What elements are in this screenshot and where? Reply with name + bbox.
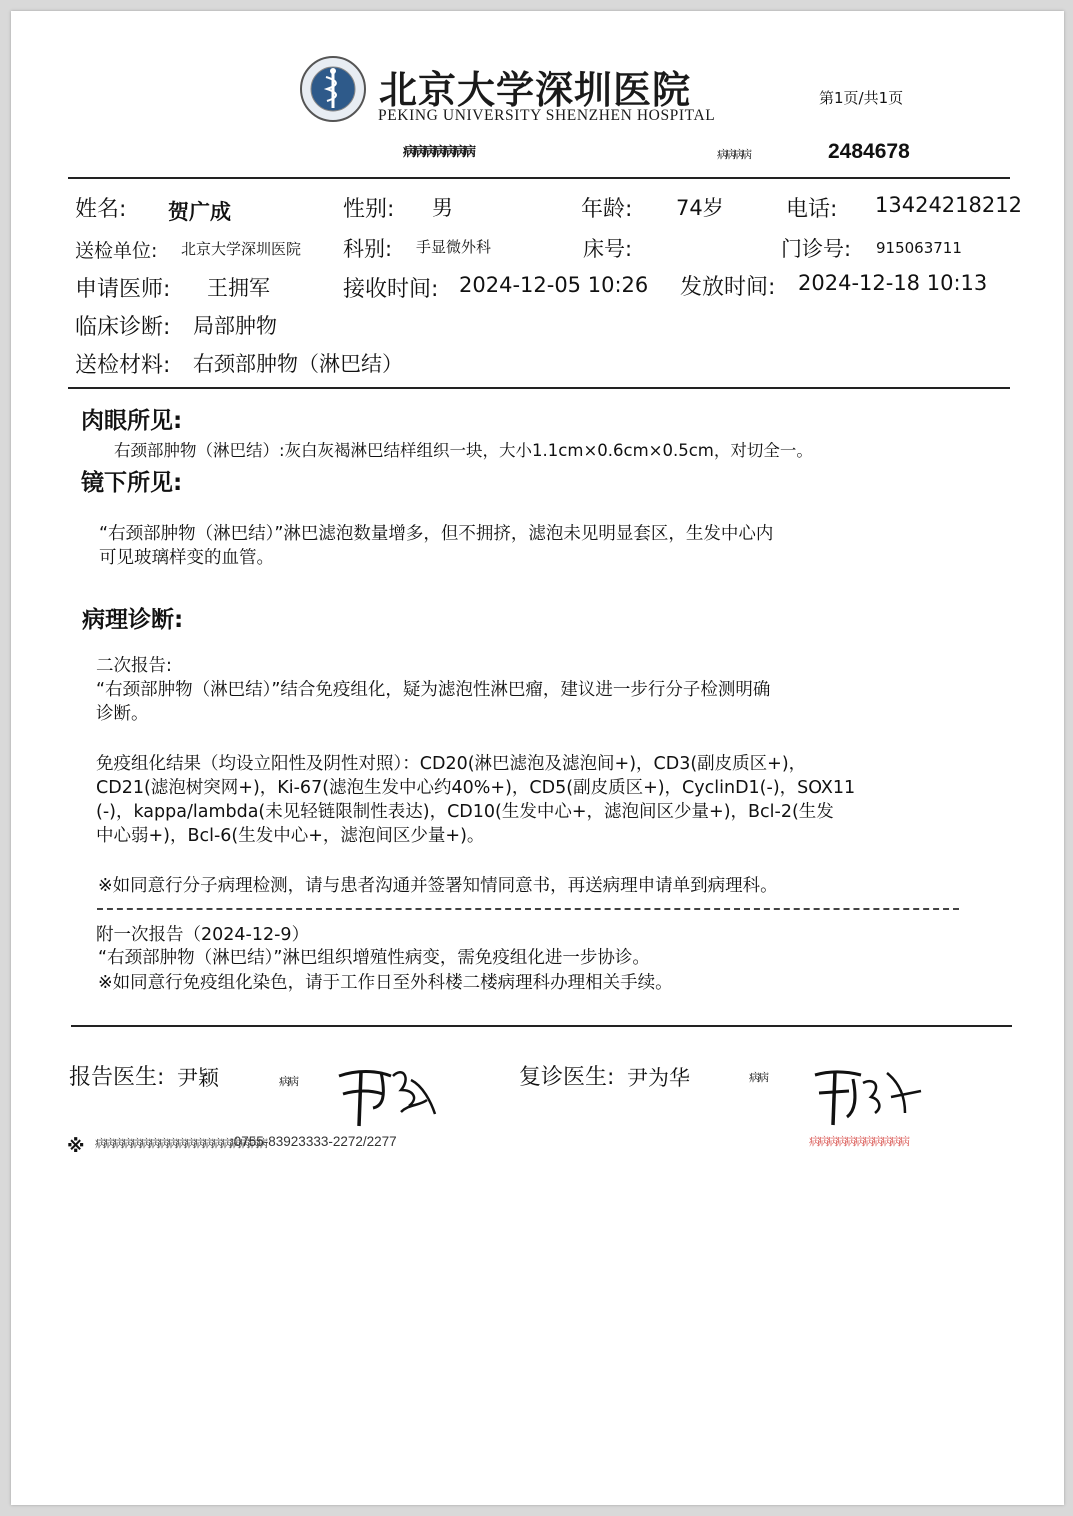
report-title: 病病病病病病病 — [403, 145, 474, 160]
age-label: 年龄: — [581, 197, 633, 222]
molecular-note: ※如同意行分子病理检测，请与患者沟通并签署知情同意书，再送病理申请单到病理科。 — [98, 876, 778, 896]
contact-phone: :0755-83923333-2272/2277 — [230, 1134, 397, 1149]
ihc-line-3: (-)，kappa/lambda(未见轻链限制性表达)，CD10(生发中心+，滤泡间区少量+)，Bcl-2(生发 — [96, 802, 834, 822]
doctor-label: 申请医师: — [75, 277, 171, 302]
issue-time: 2024-12-18 10:13 — [798, 271, 988, 295]
report-doctor-signature — [331, 1056, 441, 1131]
ihc-note: ※如同意行免疫组化染色，请于工作日至外科楼二楼病理科办理相关手续。 — [98, 973, 673, 993]
patient-name: 贺广成 — [168, 200, 231, 224]
report-page — [11, 11, 1064, 1505]
hospital-seal-logo — [299, 55, 367, 123]
clinical-dx-label: 临床诊断: — [75, 315, 171, 340]
ihc-line-1: 免疫组化结果（均设立阳性及阴性对照）：CD20(淋巴滤泡及滤泡间+)，CD3(副皮质区+)， — [96, 754, 807, 774]
report-sig-label: 病病 — [279, 1075, 297, 1088]
micro-heading: 镜下所见: — [81, 470, 183, 496]
patient-age: 74岁 — [676, 196, 724, 220]
review-doctor: 尹为华 — [627, 1066, 690, 1090]
header-divider — [68, 177, 1010, 179]
requesting-doctor: 王拥军 — [207, 276, 270, 300]
page-info: 第1页/共1页 — [819, 89, 904, 107]
bed-label: 床号: — [583, 237, 633, 261]
contact-prefix: 病病病病病病病病病病病病病病病病病病病 — [95, 1137, 266, 1150]
gross-heading: 肉眼所见: — [81, 408, 183, 434]
report-doctor: 尹颖 — [177, 1066, 219, 1090]
clinical-dx: 局部肿物 — [193, 314, 277, 338]
outpatient-label: 门诊号: — [781, 237, 852, 261]
dept-label: 科别: — [343, 237, 393, 261]
dept-value: 手显微外科 — [416, 238, 492, 256]
hospital-name-en: PEKING UNIVERSITY SHENZHEN HOSPITAL — [378, 107, 716, 124]
diagnosis-heading: 病理诊断: — [82, 607, 184, 633]
review-doctor-label: 复诊医生: — [519, 1065, 615, 1090]
second-report-line-1: “右颈部肿物（淋巴结）”结合免疫组化，疑为滤泡性淋巴瘤，建议进一步行分子检测明确 — [96, 680, 771, 700]
review-doctor-signature — [809, 1053, 929, 1133]
second-report-label: 二次报告: — [96, 656, 172, 676]
gender-label: 性别: — [343, 197, 395, 222]
info-divider — [68, 387, 1010, 389]
footer-divider — [71, 1025, 1012, 1027]
second-report-line-2: 诊断。 — [96, 704, 149, 724]
pathology-no-label: 病病病病 — [717, 148, 749, 161]
issue-time-label: 发放时间: — [680, 275, 776, 300]
first-report-title: 附一次报告（2024-12-9） — [96, 925, 310, 945]
patient-phone: 13424218212 — [875, 193, 1022, 217]
dashed-divider — [97, 908, 959, 910]
outpatient-no: 915063711 — [876, 239, 962, 257]
micro-line-1: “右颈部肿物（淋巴结）”淋巴滤泡数量增多，但不拥挤，滤泡未见明显套区，生发中心内 — [99, 524, 774, 544]
gross-text: 右颈部肿物（淋巴结）:灰白灰褐淋巴结样组织一块，大小1.1cm×0.6cm×0.5cm，对切全一。 — [114, 441, 813, 460]
sender-unit: 北京大学深圳医院 — [181, 240, 302, 258]
hospital-name-cn: 北京大学深圳医院 — [379, 67, 692, 112]
first-report-text: “右颈部肿物（淋巴结）”淋巴组织增殖性病变，需免疫组化进一步协诊。 — [98, 948, 650, 968]
material: 右颈部肿物（淋巴结） — [193, 352, 403, 376]
pathology-no: 2484678 — [828, 140, 910, 163]
contact-mark: ※ — [67, 1136, 85, 1157]
ihc-line-2: CD21(滤泡树突网+)，Ki-67(滤泡生发中心约40%+)，CD5(副皮质区+)，CyclinD1(-)，SOX11 — [96, 778, 856, 798]
sender-unit-label: 送检单位: — [75, 240, 158, 262]
review-sig-label: 病病 — [749, 1071, 767, 1084]
material-label: 送检材料: — [75, 353, 171, 378]
patient-gender: 男 — [432, 196, 453, 220]
receive-time-label: 接收时间: — [343, 277, 439, 302]
micro-line-2: 可见玻璃样变的血管。 — [99, 548, 274, 568]
phone-label: 电话: — [786, 197, 838, 222]
name-label: 姓名: — [75, 197, 127, 222]
ihc-line-4: 中心弱+)，Bcl-6(生发中心+，滤泡间区少量+)。 — [96, 826, 485, 846]
report-doctor-label: 报告医生: — [69, 1065, 165, 1090]
receive-time: 2024-12-05 10:26 — [459, 273, 649, 297]
signature-stamp: 病病病病病病病病病病病 — [809, 1135, 908, 1148]
